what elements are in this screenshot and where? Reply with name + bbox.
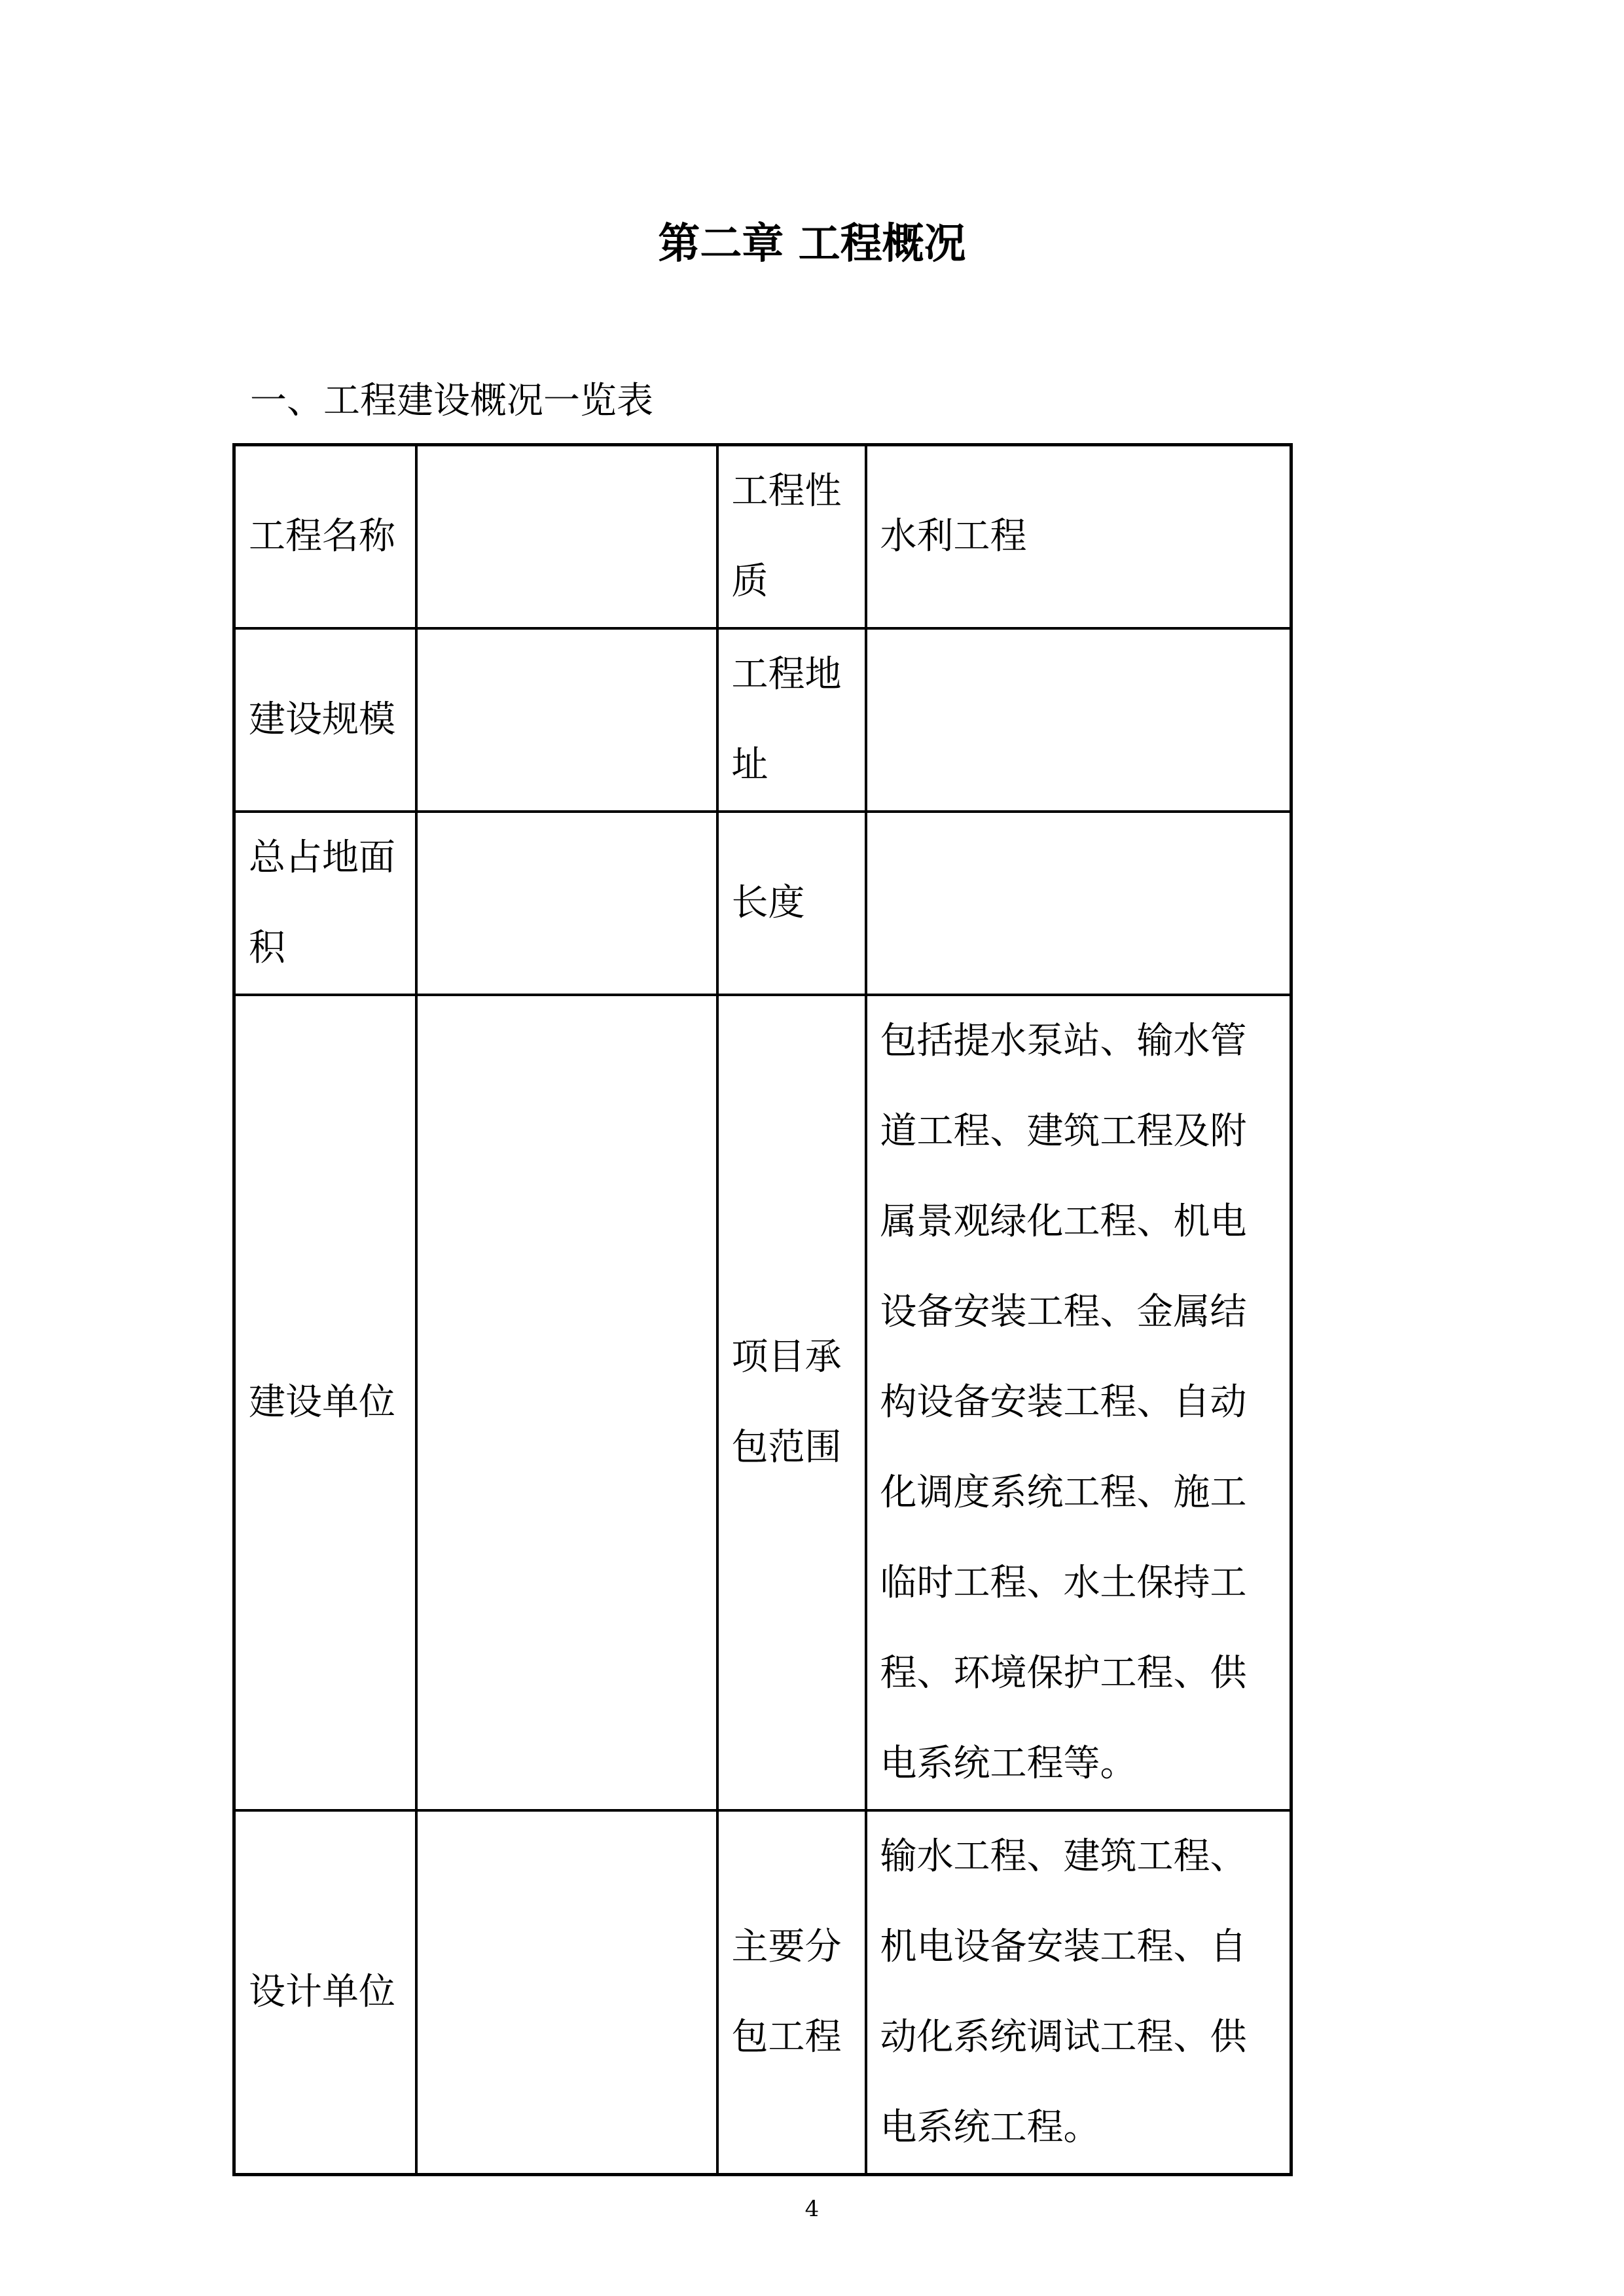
row-label: 总占地面积 xyxy=(234,812,416,995)
table-row xyxy=(234,445,1291,629)
row-value: 包括提水泵站、输水管道工程、建筑工程及附属景观绿化工程、机电设备安装工程、金属结构设备安装工程、自动化调度系统工程、施工临时工程、水土保持工程、环境保护工程、供电系统工程等。 xyxy=(866,995,1291,1810)
row-value xyxy=(416,1810,717,2175)
row-value xyxy=(416,445,717,629)
project-overview-table xyxy=(232,443,1293,2176)
table-row xyxy=(234,812,1291,995)
row-label: 建设规模 xyxy=(234,628,416,812)
row-label: 工程名称 xyxy=(234,445,416,629)
row-label: 长度 xyxy=(717,812,866,995)
row-value xyxy=(416,628,717,812)
row-label: 主要分包工程 xyxy=(717,1810,866,2175)
page-number: 4 xyxy=(804,2196,820,2222)
row-value xyxy=(866,628,1291,812)
row-value: 输水工程、建筑工程、机电设备安装工程、自动化系统调试工程、供电系统工程。 xyxy=(866,1810,1291,2175)
table-row xyxy=(234,628,1291,812)
table-row xyxy=(234,1810,1291,2175)
row-value xyxy=(416,995,717,1810)
row-label: 建设单位 xyxy=(234,995,416,1810)
row-label: 设计单位 xyxy=(234,1810,416,2175)
row-value xyxy=(866,812,1291,995)
row-label: 工程性质 xyxy=(717,445,866,629)
table-row xyxy=(234,995,1291,1810)
chapter-title: 第二章 工程概况 xyxy=(658,219,966,268)
row-label: 工程地址 xyxy=(717,628,866,812)
row-value: 水利工程 xyxy=(866,445,1291,629)
section-heading: 一、工程建设概况一览表 xyxy=(250,380,653,422)
row-label: 项目承包范围 xyxy=(717,995,866,1810)
row-value xyxy=(416,812,717,995)
